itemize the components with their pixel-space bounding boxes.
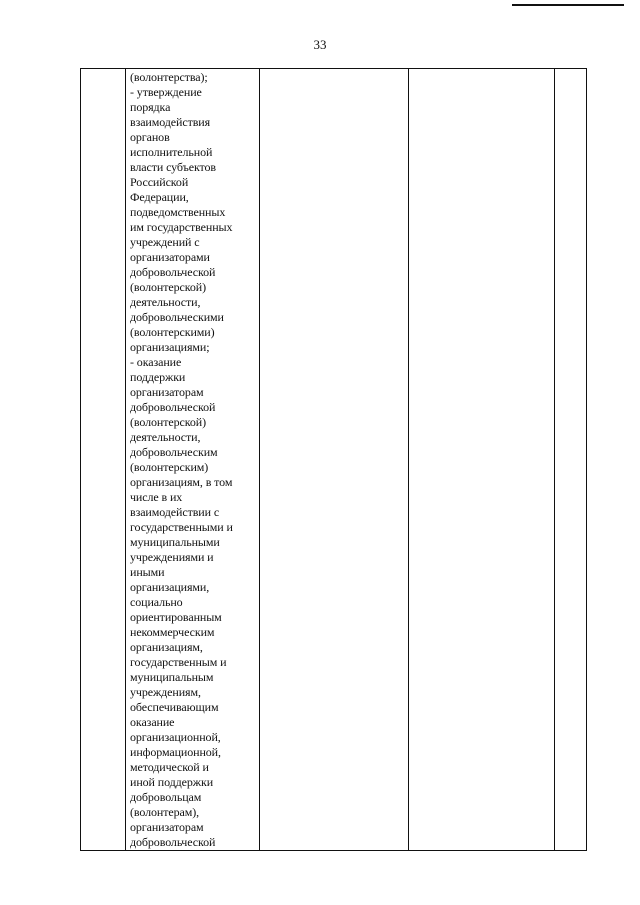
table-cell-number bbox=[81, 69, 126, 851]
table-cell-activities bbox=[126, 69, 260, 851]
table-cell-number-text bbox=[81, 69, 125, 70]
table-cell-column-4-text bbox=[409, 69, 554, 70]
table-cell-activities-text: (волонтерства); - утверждение порядка взаимодействия органов исполнительной власти субъектов Российской Федерации, подведомственных им государственных учреждений с организаторами добровольческой (волонтерской) деятельности, добровольческими (волонтерскими) организациями; - оказание поддержки организаторам добровольческой (волонтерской) деятельности, добровольческим (волонтерским) организациям, в том числе в их взаимодействии с государственными и муниципальными учреждениями и иными организациями, социально ориентированным некоммерческим организациям, государственным и муниципальным учреждениям, обеспечивающим оказание организационной, информационной, методической и иной поддержки добровольцам (волонтерам), организаторам добровольческой bbox=[130, 70, 233, 849]
document-table bbox=[80, 68, 587, 851]
table-row bbox=[81, 69, 587, 851]
table-cell-column-5-text bbox=[555, 69, 586, 70]
table-cell-column-5 bbox=[555, 69, 587, 851]
table-cell-column-3-text bbox=[260, 69, 408, 70]
top-rule bbox=[512, 4, 624, 6]
table-cell-column-4 bbox=[409, 69, 555, 851]
page-number: 33 bbox=[313, 37, 327, 52]
table-cell-column-3 bbox=[260, 69, 409, 851]
